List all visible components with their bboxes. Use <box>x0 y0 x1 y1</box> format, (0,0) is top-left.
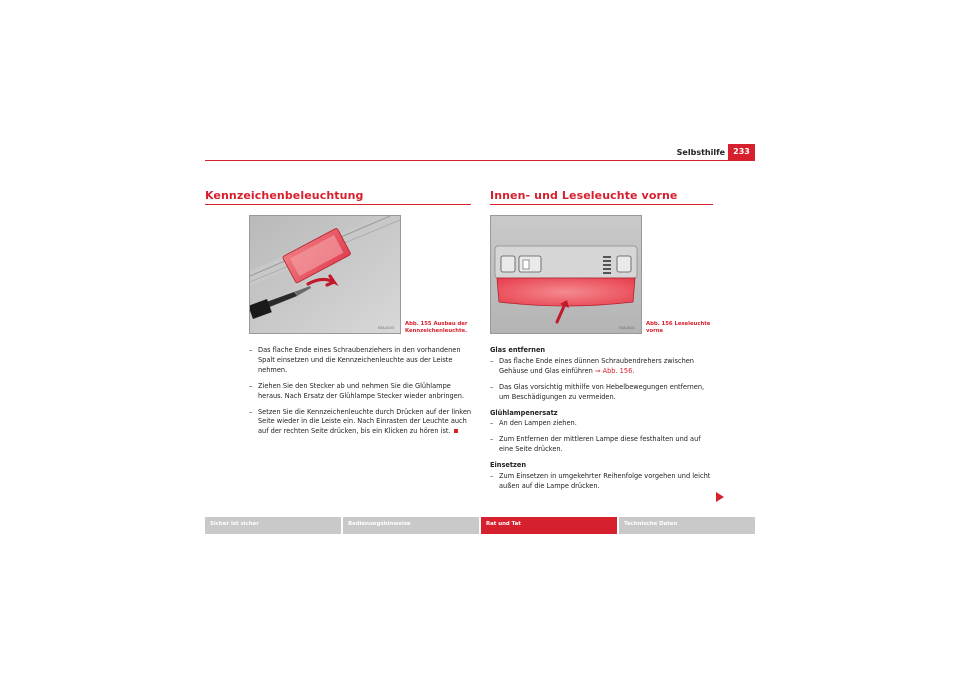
section-rule <box>490 204 713 205</box>
licence-plate-light-illustration <box>250 216 400 333</box>
subheading-glas-entfernen: Glas entfernen <box>490 346 546 354</box>
header-rule <box>205 160 755 161</box>
list-item: – Zum Entfernen der mittleren Lampe diese festhalten und auf eine Seite drücken. <box>490 435 701 454</box>
figure-reference-link[interactable]: ⇒ Abb. 156 <box>594 366 633 375</box>
list-item: – An den Lampen ziehen. <box>490 419 577 428</box>
figure-caption: Abb. 155 Ausbau der Kennzeichenleuchte. <box>405 321 468 334</box>
figure-code: B5A-0153 <box>378 326 394 330</box>
figure-reading-light <box>490 215 642 334</box>
subheading-einsetzen: Einsetzen <box>490 461 527 470</box>
running-header-title: Selbsthilfe <box>676 148 725 157</box>
end-of-section-icon <box>454 429 459 434</box>
list-item: – Das flache Ende eines dünnen Schraubendrehers zwischen Gehäuse und Glas einführen ⇒ Abb. 156. <box>490 356 694 375</box>
list-item: – Zum Einsetzen in umgekehrter Reihenfolge vorgehen und leicht außen auf die Lampe drücken. <box>490 472 711 490</box>
section-rule <box>205 204 471 205</box>
subheading-gluehlampenersatz: Glühlampenersatz <box>490 408 558 417</box>
continue-arrow-icon <box>716 492 724 502</box>
section-title-kennzeichenbeleuchtung: Kennzeichenbeleuchtung <box>205 189 364 202</box>
reading-light-illustration <box>491 216 641 333</box>
list-item: – Ziehen Sie den Stecker ab und nehmen Sie die Glühlampe heraus. Nach Ersatz der Glühlampe Stecker wieder anbringen. <box>249 381 465 400</box>
step-list <box>249 346 473 443</box>
page-number: 233 <box>728 144 755 160</box>
footer-tab-sicher-ist-sicher[interactable]: Sicher ist sicher <box>205 517 341 534</box>
footer-tab-rat-und-tat[interactable]: Rat und Tat <box>481 517 617 534</box>
instruction-groups <box>490 346 716 498</box>
figure-code: B5A-0031 <box>619 326 635 330</box>
section-title-innenleuchte: Innen- und Leseleuchte vorne <box>490 189 678 202</box>
footer-tab-bedienungshinweise[interactable]: Bedienungshinweise <box>343 517 479 534</box>
list-item: – Das Glas vorsichtig mithilfe von Hebelbewegungen entfernen, um Beschädigungen zu vermeiden. <box>490 382 705 401</box>
figure-licence-plate-light <box>249 215 401 334</box>
footer-tab-technische-daten[interactable]: Technische Daten <box>619 517 755 534</box>
list-item: – Setzen Sie die Kennzeichenleuchte durch Drücken auf der linken Seite wieder in die Leiste ein. Nach Einrasten der Leuchte auch auf der rechten Seite drücken, bis ein Klicken zu hören ist. <box>249 407 472 436</box>
figure-caption: Abb. 156 Leseleuchte vorne <box>646 321 711 334</box>
list-item: – Das flache Ende eines Schraubenziehers in den vorhandenen Spalt einsetzen und die Kennzeichenleuchte aus der Leiste nehmen. <box>249 346 461 374</box>
